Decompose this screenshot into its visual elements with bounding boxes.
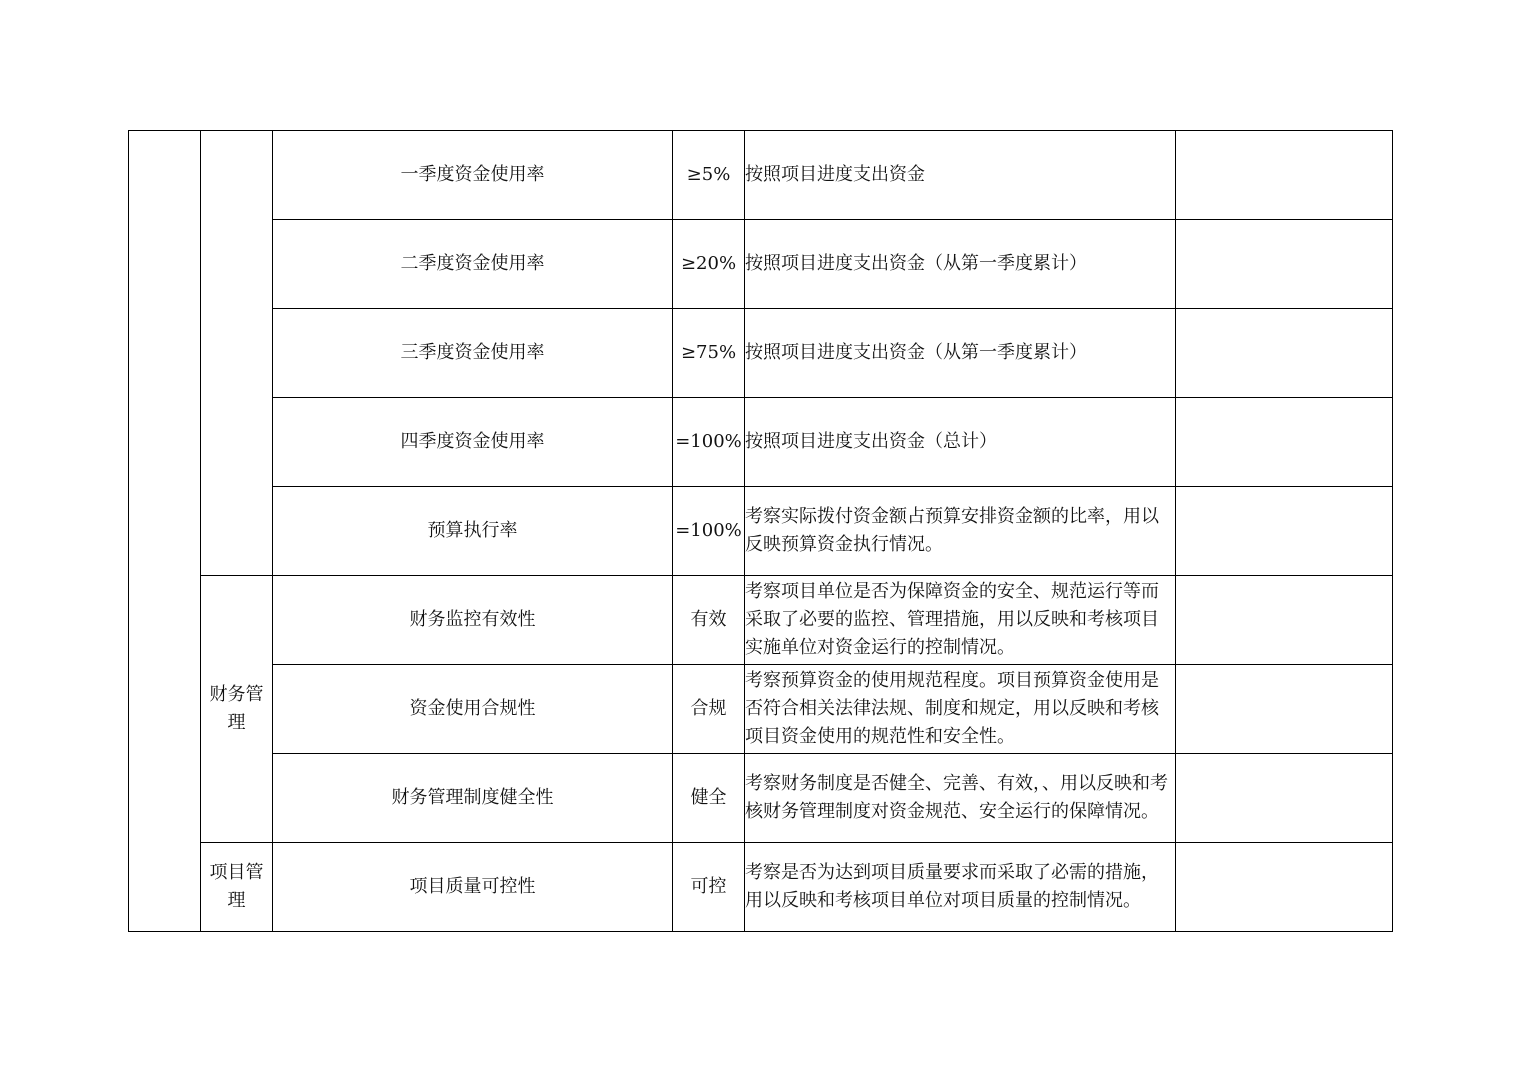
indicator-description: 考察实际拨付资金额占预算安排资金额的比率，用以反映预算资金执行情况。 bbox=[745, 487, 1176, 576]
remark-cell bbox=[1176, 487, 1393, 576]
indicator-value: ≥5% bbox=[673, 131, 745, 220]
indicator-value: 健全 bbox=[673, 754, 745, 843]
level1-category-cell bbox=[129, 131, 201, 932]
indicator-description: 按照项目进度支出资金（从第一季度累计） bbox=[745, 220, 1176, 309]
table-row bbox=[129, 665, 1393, 754]
remark-cell bbox=[1176, 309, 1393, 398]
indicator-name: 项目质量可控性 bbox=[273, 843, 673, 932]
table-row bbox=[129, 309, 1393, 398]
indicator-description: 考察是否为达到项目质量要求而采取了必需的措施，用以反映和考核项目单位对项目质量的控制情况。 bbox=[745, 843, 1176, 932]
indicator-description: 考察预算资金的使用规范程度。项目预算资金使用是否符合相关法律法规、制度和规定，用以反映和考核项目资金使用的规范性和安全性。 bbox=[745, 665, 1176, 754]
indicator-name: 财务管理制度健全性 bbox=[273, 754, 673, 843]
indicator-value: =100% bbox=[673, 487, 745, 576]
indicator-value: ≥20% bbox=[673, 220, 745, 309]
indicator-description: 按照项目进度支出资金 bbox=[745, 131, 1176, 220]
remark-cell bbox=[1176, 576, 1393, 665]
category-cell-project-management: 项目管理 bbox=[201, 843, 273, 932]
table-row bbox=[129, 576, 1393, 665]
indicator-description: 按照项目进度支出资金（总计） bbox=[745, 398, 1176, 487]
table-row bbox=[129, 843, 1393, 932]
indicator-name: 预算执行率 bbox=[273, 487, 673, 576]
indicator-name: 财务监控有效性 bbox=[273, 576, 673, 665]
indicator-value: 有效 bbox=[673, 576, 745, 665]
indicator-description: 按照项目进度支出资金（从第一季度累计） bbox=[745, 309, 1176, 398]
indicator-name: 四季度资金使用率 bbox=[273, 398, 673, 487]
indicator-name: 三季度资金使用率 bbox=[273, 309, 673, 398]
table-row bbox=[129, 398, 1393, 487]
remark-cell bbox=[1176, 131, 1393, 220]
indicator-table bbox=[128, 130, 1393, 932]
table-row bbox=[129, 220, 1393, 309]
remark-cell bbox=[1176, 843, 1393, 932]
table-row bbox=[129, 131, 1393, 220]
indicator-name: 二季度资金使用率 bbox=[273, 220, 673, 309]
indicator-name: 资金使用合规性 bbox=[273, 665, 673, 754]
indicator-value: ≥75% bbox=[673, 309, 745, 398]
indicator-description: 考察财务制度是否健全、完善、有效，、用以反映和考核财务管理制度对资金规范、安全运行的保障情况。 bbox=[745, 754, 1176, 843]
category-cell-funds bbox=[201, 131, 273, 576]
indicator-name: 一季度资金使用率 bbox=[273, 131, 673, 220]
indicator-value: =100% bbox=[673, 398, 745, 487]
remark-cell bbox=[1176, 754, 1393, 843]
remark-cell bbox=[1176, 398, 1393, 487]
remark-cell bbox=[1176, 665, 1393, 754]
indicator-value: 合规 bbox=[673, 665, 745, 754]
category-cell-financial-management: 财务管理 bbox=[201, 576, 273, 843]
indicator-description: 考察项目单位是否为保障资金的安全、规范运行等而采取了必要的监控、管理措施，用以反映和考核项目实施单位对资金运行的控制情况。 bbox=[745, 576, 1176, 665]
table-row bbox=[129, 487, 1393, 576]
table-row bbox=[129, 754, 1393, 843]
remark-cell bbox=[1176, 220, 1393, 309]
indicator-value: 可控 bbox=[673, 843, 745, 932]
